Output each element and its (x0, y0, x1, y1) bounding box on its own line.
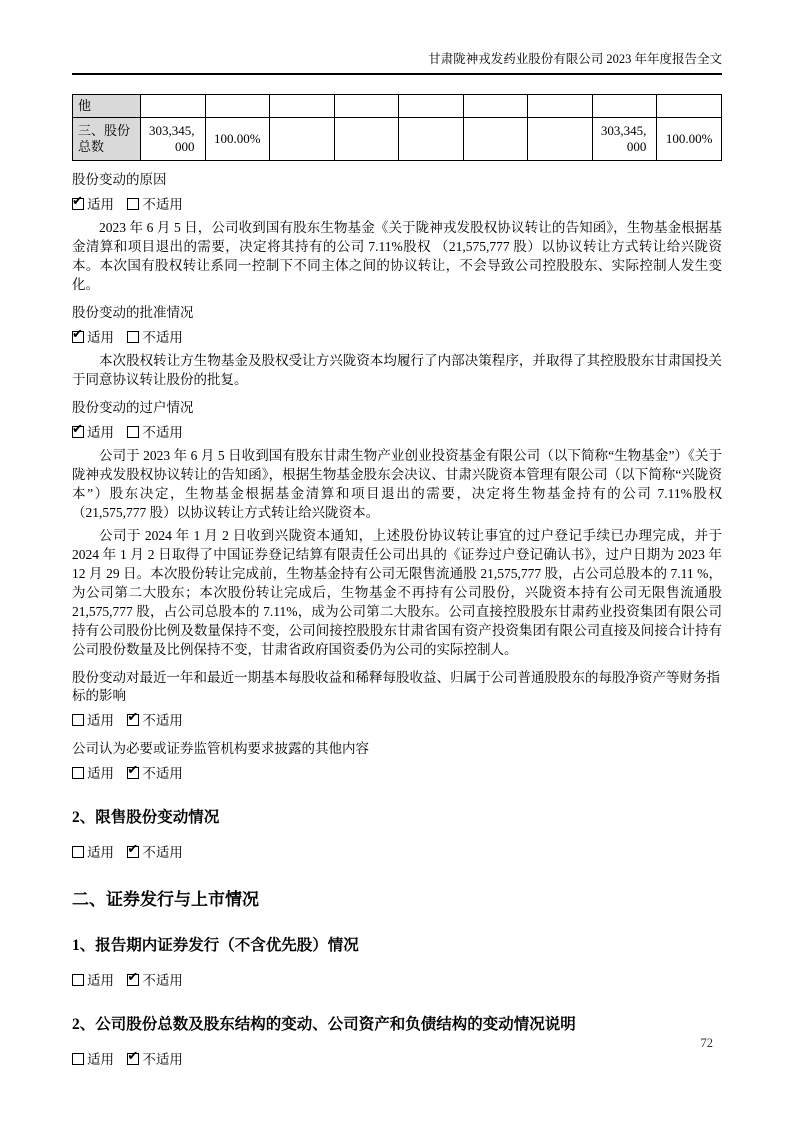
checkbox-checked-icon (72, 426, 84, 438)
heading-restricted-shares: 2、限售股份变动情况 (72, 809, 220, 826)
checkbox-unchecked-icon (72, 846, 84, 858)
applicable-label: 适用 (87, 713, 114, 728)
heading-structure-change: 2、公司股份总数及股东结构的变动、公司资产和负债结构的变动情况说明 (72, 1016, 576, 1033)
checkbox-unchecked-icon (72, 767, 84, 779)
restricted-applicability-row (72, 844, 722, 862)
checkbox-checked-icon (72, 331, 84, 343)
reason-label: 股份变动的原因 (72, 172, 167, 187)
table-cell (205, 95, 270, 118)
applicable-label: 适用 (87, 973, 114, 988)
impact-applicability-row (72, 712, 722, 730)
checkbox-checked-icon (127, 974, 139, 986)
not-applicable-label: 不适用 (142, 845, 183, 860)
not-applicable-label: 不适用 (142, 425, 183, 440)
applicable-label: 适用 (87, 197, 114, 212)
checkbox-checked-icon (127, 846, 139, 858)
table-cell (592, 95, 657, 118)
row-label-cell: 他 (73, 95, 141, 118)
approval-label: 股份变动的批准情况 (72, 305, 194, 320)
table-cell (528, 95, 593, 118)
table-cell (399, 118, 464, 161)
table-cell (141, 95, 206, 118)
table-cell (528, 118, 593, 161)
checkbox-checked-icon (127, 714, 139, 726)
percent-before-cell: 100.00% (205, 118, 270, 161)
report-title: 甘肃陇神戎发药业股份有限公司 2023 年年度报告全文 (428, 52, 722, 66)
approval-applicability-row (72, 329, 722, 347)
impact-label: 股份变动对最近一年和最近一期基本每股收益和稀释每股收益、归属于公司普通股股东的每股净资产等财务指标的影响 (72, 670, 720, 703)
table-cell (657, 95, 722, 118)
checkbox-unchecked-icon (72, 974, 84, 986)
applicable-label: 适用 (87, 766, 114, 781)
other-applicability-row (72, 765, 722, 783)
table-cell (270, 95, 335, 118)
checkbox-checked-icon (72, 198, 84, 210)
reason-applicability-row (72, 196, 722, 214)
checkbox-unchecked-icon (127, 331, 139, 343)
checkbox-checked-icon (127, 767, 139, 779)
table-cell (270, 118, 335, 161)
issuance-applicability-row (72, 972, 722, 990)
table-row-other (73, 95, 722, 118)
not-applicable-label: 不适用 (142, 330, 183, 345)
heading-issuance: 1、报告期内证券发行（不含优先股）情况 (72, 937, 359, 954)
table-cell (399, 95, 464, 118)
reason-paragraph: 2023 年 6 月 5 日，公司收到国有股东生物基金《关于陇神戎发股权协议转让的告知函》，生物基金根据基金清算和项目退出的需要，决定将其持有的公司 7.11%股权 （21,575,777 股）以协议转让方式转让给兴陇资本。本次国有股权转让系同一控制下不同主体之间的协议转让，不会导致公司控股股东、实际控制人发生变化。 (72, 220, 722, 292)
other-content-label: 公司认为必要或证券监管机构要求披露的其他内容 (72, 741, 369, 756)
checkbox-checked-icon (127, 1053, 139, 1065)
total-shares-after-cell: 303,345,000 (592, 118, 657, 161)
share-change-table (72, 94, 722, 161)
approval-paragraph: 本次股权转让方生物基金及股权受让方兴陇资本均履行了内部决策程序，并取得了其控股股东甘肃国投关于同意协议转让股份的批复。 (72, 353, 722, 387)
applicable-label: 适用 (87, 330, 114, 345)
page-number: 72 (700, 1036, 713, 1050)
table-cell (334, 95, 399, 118)
percent-after-cell: 100.00% (657, 118, 722, 161)
table-cell (463, 118, 528, 161)
transfer-paragraph-1: 公司于 2023 年 6 月 5 日收到国有股东甘肃生物产业创业投资基金有限公司（以下简称“生物基金”）《关于陇神戎发股权协议转让的告知函》，根据生物基金股东会决议、甘肃兴陇资本管理有限公司（以下简称“兴陇资本”）股东决定，生物基金根据基金清算和项目退出的需要，决定将生物基金持有的公司 7.11%股权 （21,575,777 股）以协议转让方式转让给兴陇资本。 (72, 448, 722, 520)
not-applicable-label: 不适用 (142, 973, 183, 988)
section-heading-securities: 二、证券发行与上市情况 (72, 890, 259, 909)
checkbox-unchecked-icon (127, 198, 139, 210)
not-applicable-label: 不适用 (142, 713, 183, 728)
page-header (72, 50, 722, 75)
table-cell (463, 95, 528, 118)
transfer-applicability-row (72, 424, 722, 442)
total-shares-before-cell: 303,345,000 (141, 118, 206, 161)
not-applicable-label: 不适用 (142, 197, 183, 212)
row-label-cell: 三、股份总数 (73, 118, 141, 161)
applicable-label: 适用 (87, 425, 114, 440)
checkbox-unchecked-icon (72, 714, 84, 726)
table-row-total-shares (73, 118, 722, 161)
structure-applicability-row (72, 1051, 722, 1069)
transfer-paragraph-2: 公司于 2024 年 1 月 2 日收到兴陇资本通知，上述股份协议转让事宜的过户登记手续已办理完成，并于 2024 年 1 月 2 日取得了中国证券登记结算有限责任公司出具的《证券过户登记确认书》，过户日期为 2023 年 12 月 29 日。本次股份转让完成前，生物基金持有公司无限售流通股 21,575,777 股，占公司总股本的 7.11 %，为公司第二大股东；本次股份转让完成后，生物基金不再持有公司股份，兴陇资本持有公司无限售流通股 21,575,777 股，占公司总股本的 7.11%，成为公司第二大股东。公司直接控股股东甘肃药业投资集团有限公司持有公司股份比例及数量保持不变，公司间接控股股东甘肃省国有资产投资集团有限公司直接及间接合计持有公司股份数量及比例保持不变，甘肃省政府国资委仍为公司的实际控制人。 (72, 528, 722, 657)
checkbox-unchecked-icon (127, 426, 139, 438)
applicable-label: 适用 (87, 845, 114, 860)
not-applicable-label: 不适用 (142, 766, 183, 781)
table-cell (334, 118, 399, 161)
transfer-label: 股份变动的过户情况 (72, 400, 194, 415)
checkbox-unchecked-icon (72, 1053, 84, 1065)
applicable-label: 适用 (87, 1052, 114, 1067)
not-applicable-label: 不适用 (142, 1052, 183, 1067)
